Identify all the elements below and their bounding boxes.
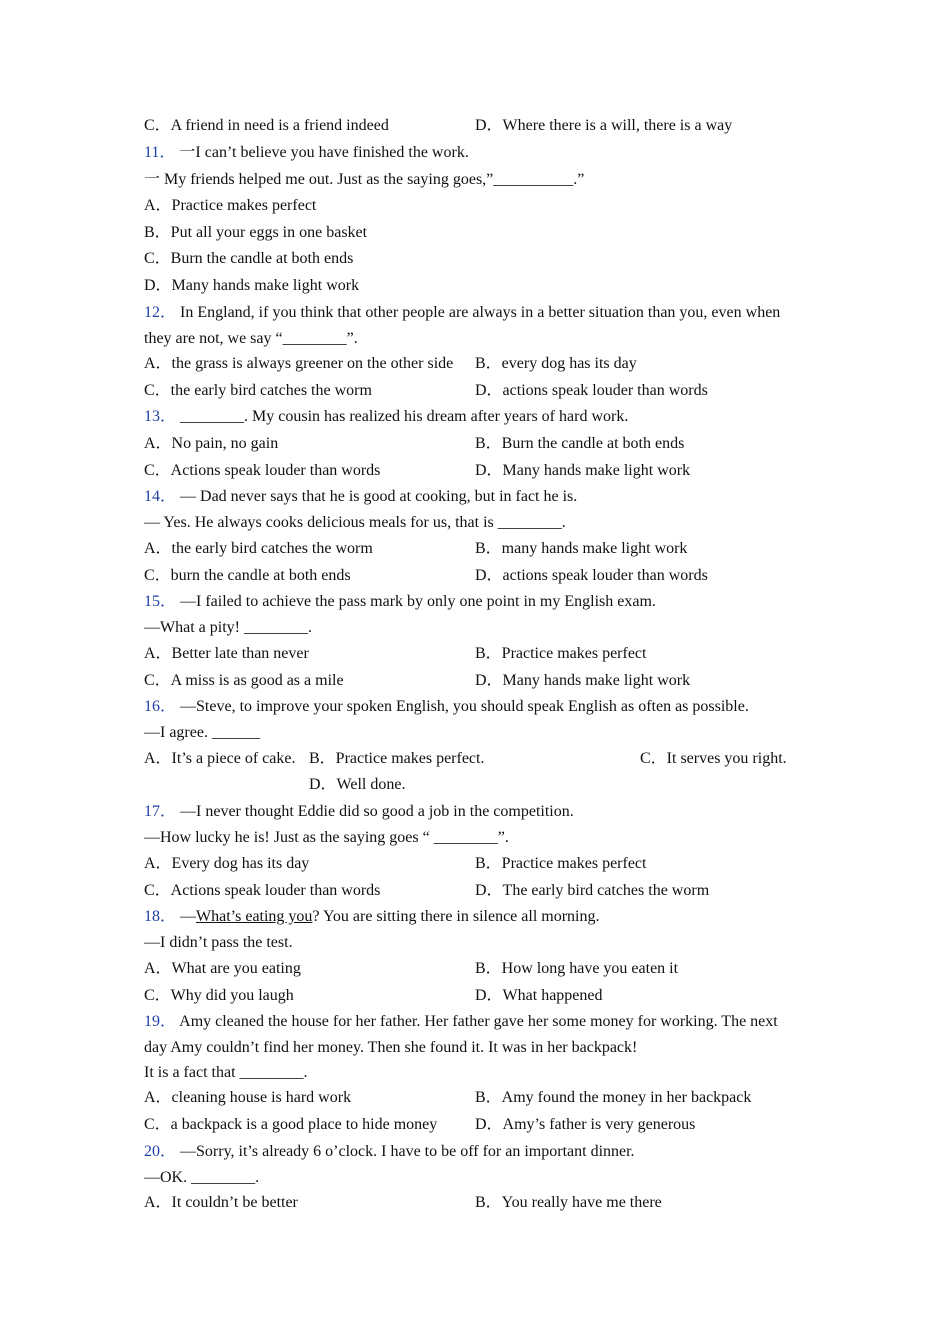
question-11-stem: 11． 一I can’t believe you have finished the work. (144, 144, 469, 161)
option-c: C．It serves you right. (640, 750, 787, 767)
option-a: A．It couldn’t be better (144, 1194, 298, 1211)
option-a: A．Better late than never (144, 645, 309, 662)
option-a: A．the grass is always greener on the other side (144, 355, 454, 372)
option-d: D．Where there is a will, there is a way (475, 117, 733, 134)
question-number: 14． (144, 488, 177, 505)
question-19-stem-line: day Amy couldn’t find her money. Then she found it. It was in her backpack! (144, 1039, 638, 1056)
option-d: D．Many hands make light work (475, 672, 691, 689)
option-d: D．Many hands make light work (144, 277, 360, 294)
option-d: D．What happened (475, 987, 603, 1004)
option-b: B．every dog has its day (475, 355, 637, 372)
option-d: D．Amy’s father is very generous (475, 1116, 696, 1133)
option-d: D．The early bird catches the worm (475, 882, 710, 899)
option-d: D．Many hands make light work (475, 462, 691, 479)
question-12-stem-line: they are not, we say “________”. (144, 330, 358, 347)
option-a: A．the early bird catches the worm (144, 540, 373, 557)
question-20-stem: 20． —Sorry, it’s already 6 o’clock. I have to be off for an important dinner. (144, 1143, 635, 1160)
option-b: B．You really have me there (475, 1194, 662, 1211)
option-d: D．Well done. (309, 776, 406, 793)
option-b: B．Burn the candle at both ends (475, 435, 685, 452)
option-c: C．Actions speak louder than words (144, 882, 381, 899)
question-number: 12． (144, 304, 177, 321)
option-a: A．What are you eating (144, 960, 301, 977)
option-a: A．Every dog has its day (144, 855, 310, 872)
option-a: A．No pain, no gain (144, 435, 279, 452)
question-15-stem-line: —What a pity! ________. (144, 619, 312, 636)
question-19-stem: 19． Amy cleaned the house for her father. Her father gave her some money for working. The next (144, 1013, 778, 1030)
question-16-stem: 16． —Steve, to improve your spoken English, you should speak English as often as possible. (144, 698, 749, 715)
underlined-phrase: What’s eating you (196, 908, 313, 925)
option-c: C．A friend in need is a friend indeed (144, 117, 389, 134)
option-b: B．Amy found the money in her backpack (475, 1089, 752, 1106)
option-b: B．Practice makes perfect (475, 855, 647, 872)
option-a: A．cleaning house is hard work (144, 1089, 352, 1106)
question-number: 11． (144, 144, 176, 161)
option-c: C．the early bird catches the worm (144, 382, 372, 399)
question-19-stem-line: It is a fact that ________. (144, 1064, 308, 1081)
question-number: 17． (144, 803, 177, 820)
question-11-stem-line: 一 My friends helped me out. Just as the saying goes,”__________.” (144, 171, 585, 188)
question-20-stem-line: —OK. ________. (144, 1169, 260, 1186)
question-17-stem-line: —How lucky he is! Just as the saying goes “ ________”. (144, 829, 509, 846)
option-b: B．How long have you eaten it (475, 960, 679, 977)
option-a: A．It’s a piece of cake. (144, 750, 296, 767)
question-18-stem: 18． —What’s eating you? You are sitting there in silence all morning. (144, 908, 600, 925)
question-14-stem: 14． — Dad never says that he is good at cooking, but in fact he is. (144, 488, 578, 505)
question-number: 19． (144, 1013, 177, 1030)
option-b: B．many hands make light work (475, 540, 688, 557)
option-c: C．Actions speak louder than words (144, 462, 381, 479)
option-c: C．Burn the candle at both ends (144, 250, 354, 267)
question-15-stem: 15． —I failed to achieve the pass mark by only one point in my English exam. (144, 593, 656, 610)
question-number: 18． (144, 908, 177, 925)
option-b: B．Practice makes perfect (475, 645, 647, 662)
option-c: C．Why did you laugh (144, 987, 294, 1004)
option-d: D．actions speak louder than words (475, 567, 708, 584)
question-14-stem-line: — Yes. He always cooks delicious meals for us, that is ________. (144, 514, 566, 531)
option-a: A．Practice makes perfect (144, 197, 317, 214)
question-17-stem: 17． —I never thought Eddie did so good a job in the competition. (144, 803, 574, 820)
option-d: D．actions speak louder than words (475, 382, 708, 399)
question-13-stem: 13． ________. My cousin has realized his dream after years of hard work. (144, 408, 629, 425)
question-16-stem-line: —I agree. ______ (144, 724, 260, 741)
option-b: B．Practice makes perfect. (309, 750, 485, 767)
option-c: C．a backpack is a good place to hide money (144, 1116, 438, 1133)
option-b: B．Put all your eggs in one basket (144, 224, 368, 241)
question-number: 16． (144, 698, 177, 715)
question-12-stem: 12． In England, if you think that other people are always in a better situation than you, even when (144, 304, 781, 321)
option-c: C．burn the candle at both ends (144, 567, 351, 584)
question-number: 13． (144, 408, 177, 425)
question-number: 15． (144, 593, 177, 610)
option-c: C．A miss is as good as a mile (144, 672, 344, 689)
question-18-stem-line: —I didn’t pass the test. (144, 934, 293, 951)
question-number: 20． (144, 1143, 177, 1160)
